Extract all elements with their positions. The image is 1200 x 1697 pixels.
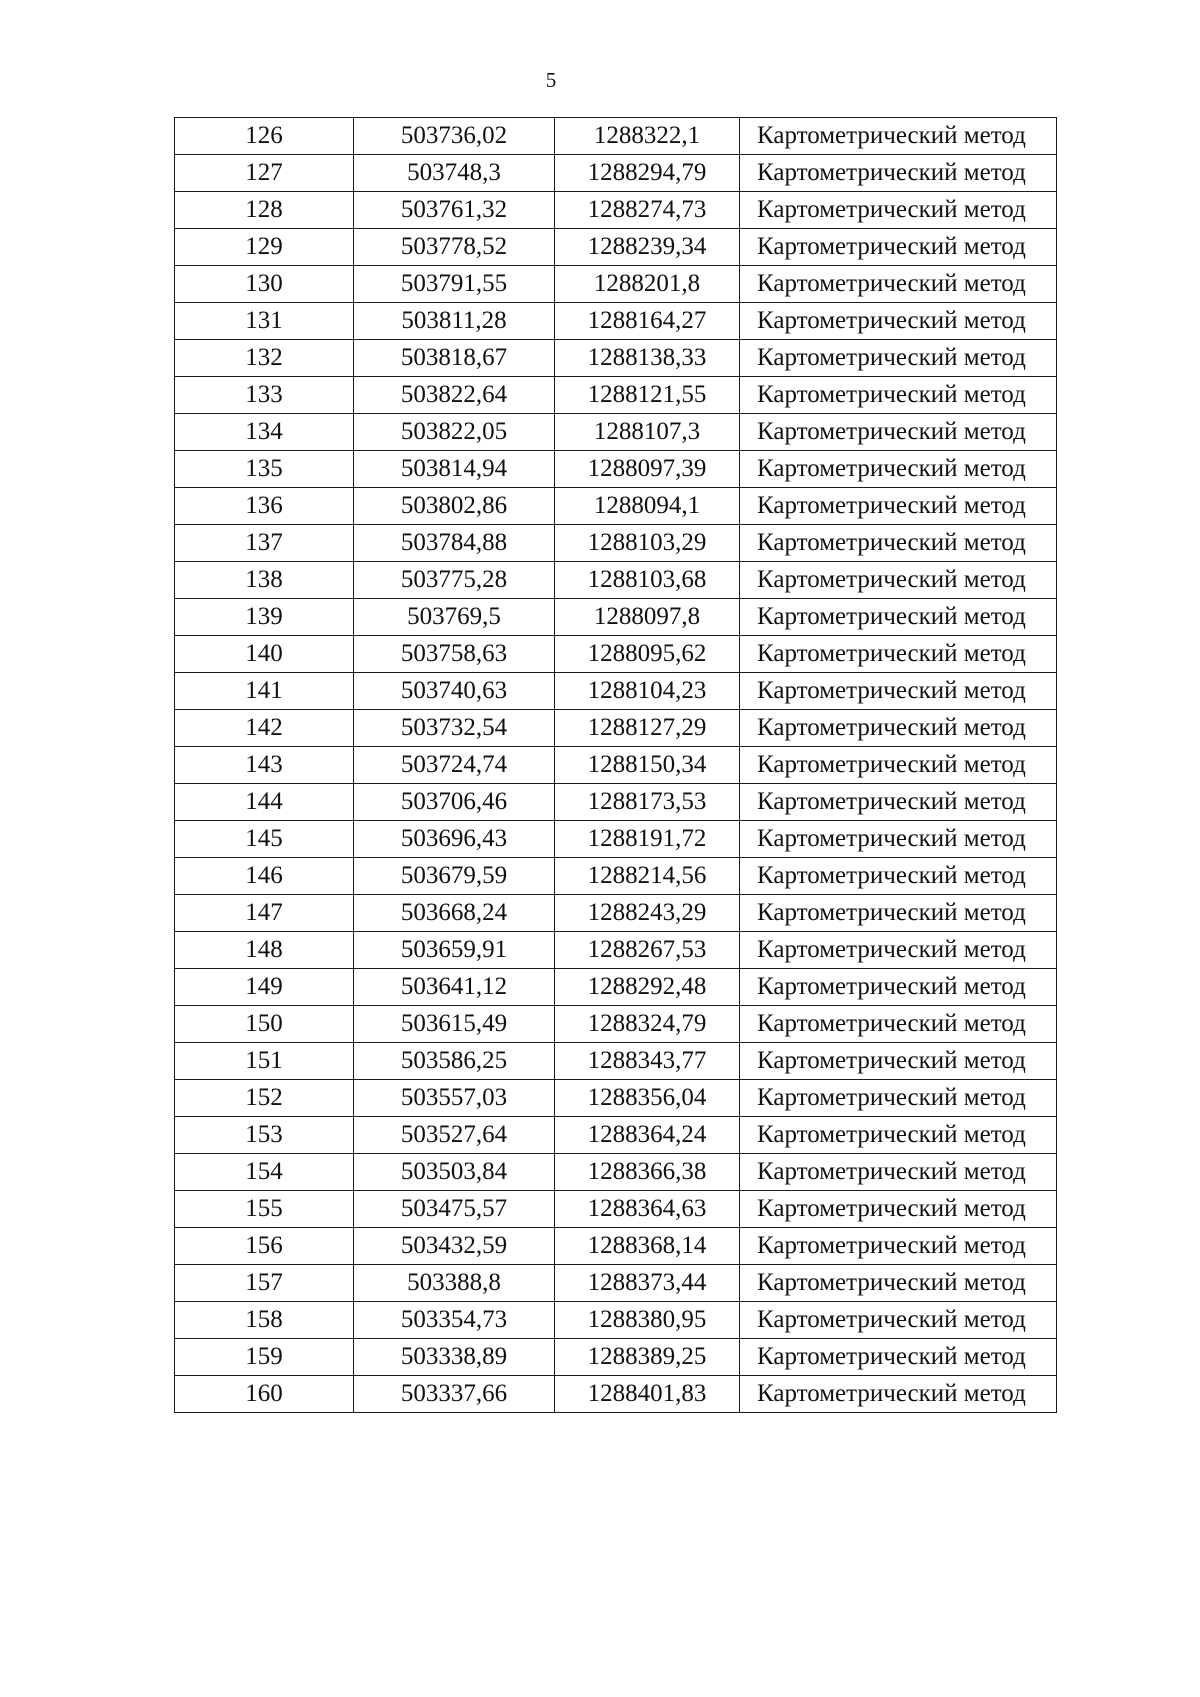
table-row <box>175 488 1057 525</box>
table-row <box>175 192 1057 229</box>
point-number-cell: 139 <box>175 599 354 636</box>
table-row <box>175 1302 1057 1339</box>
table-row <box>175 1117 1057 1154</box>
point-number-cell: 155 <box>175 1191 354 1228</box>
y-coordinate-cell: 1288364,24 <box>555 1117 740 1154</box>
y-coordinate-cell: 1288401,83 <box>555 1376 740 1413</box>
y-coordinate-cell: 1288104,23 <box>555 673 740 710</box>
method-cell: Картометрический метод <box>740 266 1057 303</box>
table-row <box>175 377 1057 414</box>
point-number-cell: 137 <box>175 525 354 562</box>
x-coordinate-cell: 503818,67 <box>354 340 555 377</box>
x-coordinate-cell: 503641,12 <box>354 969 555 1006</box>
x-coordinate-cell: 503778,52 <box>354 229 555 266</box>
x-coordinate-cell: 503761,32 <box>354 192 555 229</box>
y-coordinate-cell: 1288292,48 <box>555 969 740 1006</box>
point-number-cell: 142 <box>175 710 354 747</box>
y-coordinate-cell: 1288103,68 <box>555 562 740 599</box>
table-row <box>175 451 1057 488</box>
method-cell: Картометрический метод <box>740 192 1057 229</box>
x-coordinate-cell: 503586,25 <box>354 1043 555 1080</box>
x-coordinate-cell: 503814,94 <box>354 451 555 488</box>
method-cell: Картометрический метод <box>740 155 1057 192</box>
y-coordinate-cell: 1288243,29 <box>555 895 740 932</box>
x-coordinate-cell: 503679,59 <box>354 858 555 895</box>
method-cell: Картометрический метод <box>740 932 1057 969</box>
method-cell: Картометрический метод <box>740 414 1057 451</box>
x-coordinate-cell: 503748,3 <box>354 155 555 192</box>
y-coordinate-cell: 1288191,72 <box>555 821 740 858</box>
point-number-cell: 133 <box>175 377 354 414</box>
y-coordinate-cell: 1288389,25 <box>555 1339 740 1376</box>
y-coordinate-cell: 1288324,79 <box>555 1006 740 1043</box>
method-cell: Картометрический метод <box>740 229 1057 266</box>
x-coordinate-cell: 503475,57 <box>354 1191 555 1228</box>
table-row <box>175 1191 1057 1228</box>
table-row <box>175 969 1057 1006</box>
y-coordinate-cell: 1288368,14 <box>555 1228 740 1265</box>
x-coordinate-cell: 503822,64 <box>354 377 555 414</box>
method-cell: Картометрический метод <box>740 821 1057 858</box>
y-coordinate-cell: 1288138,33 <box>555 340 740 377</box>
table-row <box>175 229 1057 266</box>
method-cell: Картометрический метод <box>740 1265 1057 1302</box>
table-row <box>175 1154 1057 1191</box>
x-coordinate-cell: 503527,64 <box>354 1117 555 1154</box>
method-cell: Картометрический метод <box>740 599 1057 636</box>
page-number: 5 <box>545 68 557 92</box>
table-row <box>175 673 1057 710</box>
point-number-cell: 131 <box>175 303 354 340</box>
x-coordinate-cell: 503338,89 <box>354 1339 555 1376</box>
coordinates-table <box>174 117 1057 1413</box>
table-row <box>175 525 1057 562</box>
method-cell: Картометрический метод <box>740 488 1057 525</box>
y-coordinate-cell: 1288103,29 <box>555 525 740 562</box>
point-number-cell: 151 <box>175 1043 354 1080</box>
y-coordinate-cell: 1288121,55 <box>555 377 740 414</box>
point-number-cell: 158 <box>175 1302 354 1339</box>
x-coordinate-cell: 503337,66 <box>354 1376 555 1413</box>
table-row <box>175 1339 1057 1376</box>
table-row <box>175 1376 1057 1413</box>
method-cell: Картометрический метод <box>740 636 1057 673</box>
point-number-cell: 159 <box>175 1339 354 1376</box>
method-cell: Картометрический метод <box>740 451 1057 488</box>
x-coordinate-cell: 503668,24 <box>354 895 555 932</box>
y-coordinate-cell: 1288294,79 <box>555 155 740 192</box>
method-cell: Картометрический метод <box>740 340 1057 377</box>
point-number-cell: 157 <box>175 1265 354 1302</box>
x-coordinate-cell: 503775,28 <box>354 562 555 599</box>
x-coordinate-cell: 503736,02 <box>354 118 555 155</box>
y-coordinate-cell: 1288107,3 <box>555 414 740 451</box>
point-number-cell: 129 <box>175 229 354 266</box>
point-number-cell: 128 <box>175 192 354 229</box>
method-cell: Картометрический метод <box>740 1080 1057 1117</box>
x-coordinate-cell: 503740,63 <box>354 673 555 710</box>
point-number-cell: 138 <box>175 562 354 599</box>
x-coordinate-cell: 503802,86 <box>354 488 555 525</box>
x-coordinate-cell: 503791,55 <box>354 266 555 303</box>
x-coordinate-cell: 503706,46 <box>354 784 555 821</box>
point-number-cell: 126 <box>175 118 354 155</box>
point-number-cell: 152 <box>175 1080 354 1117</box>
method-cell: Картометрический метод <box>740 1376 1057 1413</box>
point-number-cell: 141 <box>175 673 354 710</box>
table-row <box>175 821 1057 858</box>
method-cell: Картометрический метод <box>740 895 1057 932</box>
y-coordinate-cell: 1288095,62 <box>555 636 740 673</box>
y-coordinate-cell: 1288164,27 <box>555 303 740 340</box>
point-number-cell: 143 <box>175 747 354 784</box>
table-row <box>175 1006 1057 1043</box>
point-number-cell: 149 <box>175 969 354 1006</box>
method-cell: Картометрический метод <box>740 377 1057 414</box>
table-row <box>175 636 1057 673</box>
method-cell: Картометрический метод <box>740 673 1057 710</box>
point-number-cell: 154 <box>175 1154 354 1191</box>
point-number-cell: 148 <box>175 932 354 969</box>
y-coordinate-cell: 1288380,95 <box>555 1302 740 1339</box>
table-row <box>175 414 1057 451</box>
table-row <box>175 266 1057 303</box>
table-row <box>175 1265 1057 1302</box>
x-coordinate-cell: 503696,43 <box>354 821 555 858</box>
point-number-cell: 153 <box>175 1117 354 1154</box>
method-cell: Картометрический метод <box>740 118 1057 155</box>
y-coordinate-cell: 1288343,77 <box>555 1043 740 1080</box>
y-coordinate-cell: 1288097,8 <box>555 599 740 636</box>
x-coordinate-cell: 503822,05 <box>354 414 555 451</box>
y-coordinate-cell: 1288373,44 <box>555 1265 740 1302</box>
method-cell: Картометрический метод <box>740 1154 1057 1191</box>
y-coordinate-cell: 1288267,53 <box>555 932 740 969</box>
point-number-cell: 127 <box>175 155 354 192</box>
point-number-cell: 144 <box>175 784 354 821</box>
point-number-cell: 140 <box>175 636 354 673</box>
method-cell: Картометрический метод <box>740 858 1057 895</box>
table-row <box>175 932 1057 969</box>
method-cell: Картометрический метод <box>740 747 1057 784</box>
point-number-cell: 156 <box>175 1228 354 1265</box>
y-coordinate-cell: 1288322,1 <box>555 118 740 155</box>
x-coordinate-cell: 503432,59 <box>354 1228 555 1265</box>
table-row <box>175 118 1057 155</box>
y-coordinate-cell: 1288094,1 <box>555 488 740 525</box>
method-cell: Картометрический метод <box>740 525 1057 562</box>
table-row <box>175 599 1057 636</box>
method-cell: Картометрический метод <box>740 303 1057 340</box>
method-cell: Картометрический метод <box>740 1117 1057 1154</box>
y-coordinate-cell: 1288366,38 <box>555 1154 740 1191</box>
table-row <box>175 562 1057 599</box>
x-coordinate-cell: 503557,03 <box>354 1080 555 1117</box>
y-coordinate-cell: 1288239,34 <box>555 229 740 266</box>
x-coordinate-cell: 503503,84 <box>354 1154 555 1191</box>
x-coordinate-cell: 503354,73 <box>354 1302 555 1339</box>
method-cell: Картометрический метод <box>740 710 1057 747</box>
table-row <box>175 340 1057 377</box>
x-coordinate-cell: 503769,5 <box>354 599 555 636</box>
table-row <box>175 303 1057 340</box>
point-number-cell: 134 <box>175 414 354 451</box>
x-coordinate-cell: 503388,8 <box>354 1265 555 1302</box>
y-coordinate-cell: 1288356,04 <box>555 1080 740 1117</box>
y-coordinate-cell: 1288364,63 <box>555 1191 740 1228</box>
x-coordinate-cell: 503732,54 <box>354 710 555 747</box>
point-number-cell: 130 <box>175 266 354 303</box>
method-cell: Картометрический метод <box>740 1228 1057 1265</box>
x-coordinate-cell: 503615,49 <box>354 1006 555 1043</box>
method-cell: Картометрический метод <box>740 1006 1057 1043</box>
point-number-cell: 135 <box>175 451 354 488</box>
method-cell: Картометрический метод <box>740 1339 1057 1376</box>
table-row <box>175 1043 1057 1080</box>
table-row <box>175 784 1057 821</box>
y-coordinate-cell: 1288097,39 <box>555 451 740 488</box>
table-row <box>175 710 1057 747</box>
method-cell: Картометрический метод <box>740 1191 1057 1228</box>
method-cell: Картометрический метод <box>740 1302 1057 1339</box>
x-coordinate-cell: 503784,88 <box>354 525 555 562</box>
y-coordinate-cell: 1288274,73 <box>555 192 740 229</box>
coordinates-table-body <box>175 118 1057 1413</box>
point-number-cell: 146 <box>175 858 354 895</box>
point-number-cell: 145 <box>175 821 354 858</box>
method-cell: Картометрический метод <box>740 562 1057 599</box>
point-number-cell: 160 <box>175 1376 354 1413</box>
y-coordinate-cell: 1288173,53 <box>555 784 740 821</box>
table-row <box>175 1228 1057 1265</box>
table-row <box>175 858 1057 895</box>
x-coordinate-cell: 503659,91 <box>354 932 555 969</box>
x-coordinate-cell: 503758,63 <box>354 636 555 673</box>
point-number-cell: 132 <box>175 340 354 377</box>
x-coordinate-cell: 503811,28 <box>354 303 555 340</box>
method-cell: Картометрический метод <box>740 1043 1057 1080</box>
point-number-cell: 150 <box>175 1006 354 1043</box>
method-cell: Картометрический метод <box>740 784 1057 821</box>
point-number-cell: 147 <box>175 895 354 932</box>
y-coordinate-cell: 1288201,8 <box>555 266 740 303</box>
point-number-cell: 136 <box>175 488 354 525</box>
method-cell: Картометрический метод <box>740 969 1057 1006</box>
table-row <box>175 747 1057 784</box>
table-row <box>175 155 1057 192</box>
y-coordinate-cell: 1288127,29 <box>555 710 740 747</box>
y-coordinate-cell: 1288214,56 <box>555 858 740 895</box>
x-coordinate-cell: 503724,74 <box>354 747 555 784</box>
table-row <box>175 895 1057 932</box>
table-row <box>175 1080 1057 1117</box>
y-coordinate-cell: 1288150,34 <box>555 747 740 784</box>
